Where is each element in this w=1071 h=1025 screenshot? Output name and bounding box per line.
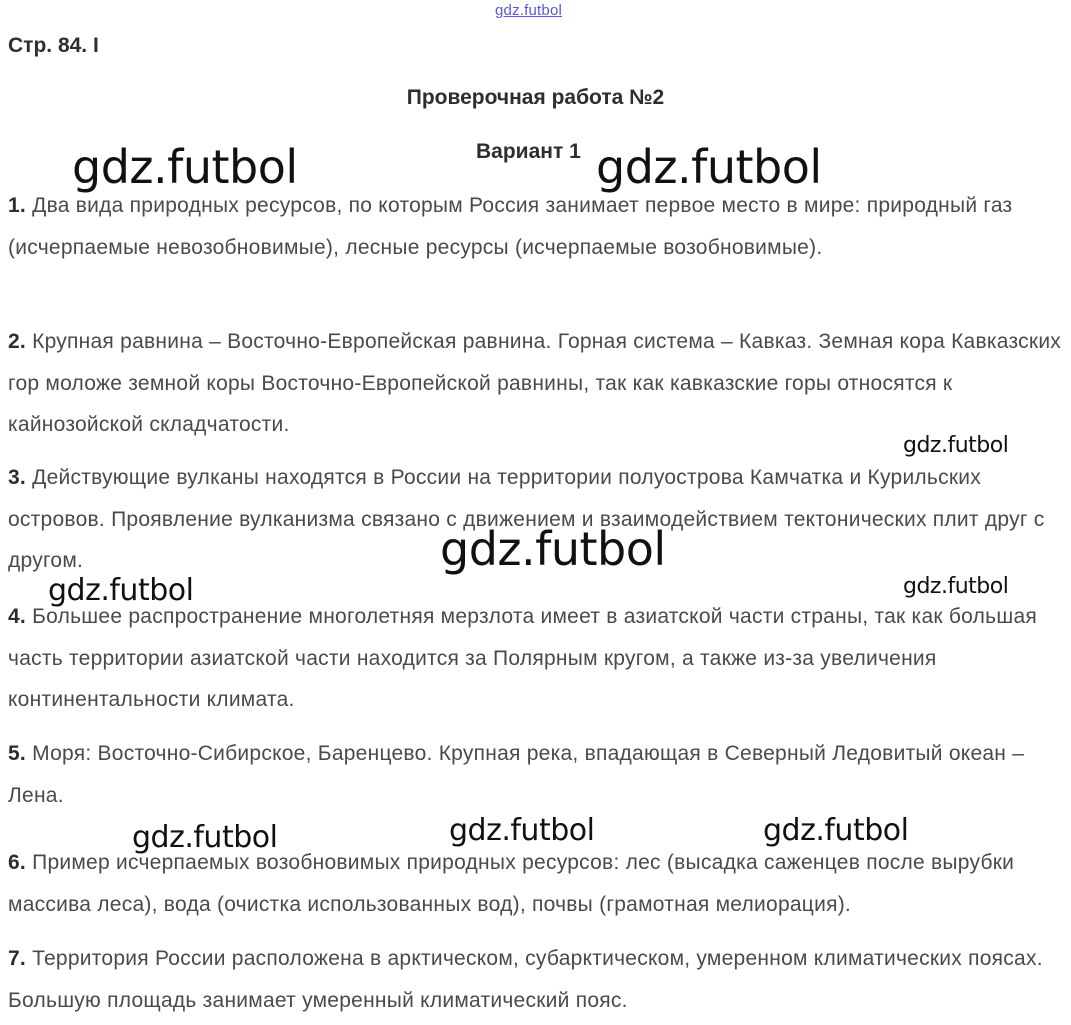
answer-number: 1.: [8, 194, 27, 217]
watermark: gdz.futbol: [72, 140, 298, 194]
watermark: gdz.futbol: [132, 820, 278, 855]
watermark: gdz.futbol: [596, 140, 822, 194]
answer-number: 5.: [8, 742, 27, 765]
variant-heading: Вариант 1: [476, 140, 581, 163]
watermark: gdz.futbol: [449, 813, 595, 848]
answer-number: 4.: [8, 605, 27, 628]
answer-text: Территория России расположена в арктическом, субарктическом, умеренном климатических поясах. Большую площадь занимает умеренный климатический пояс.: [8, 947, 1043, 1012]
page-title: Проверочная работа №2: [406, 86, 665, 109]
answer-2: [8, 321, 1068, 446]
answer-text: Пример исчерпаемых возобновимых природных ресурсов: лес (высадка саженцев после вырубки массива леса), вода (очистка использованных вод), почвы (грамотная мелиорация).: [8, 851, 1015, 916]
answer-7: [8, 938, 1068, 1021]
answer-number: 6.: [8, 851, 27, 874]
watermark: gdz.futbol: [903, 433, 1009, 458]
answer-text: Действующие вулканы находятся в России на территории полуострова Камчатка и Курильских островов. Проявление вулканизма связано с движением и взаимодействием тектонических плит друг с другом.: [8, 466, 1045, 572]
answer-text: Большее распространение многолетняя мерзлота имеет в азиатской части страны, так как большая часть территории азиатской части находится за Полярным кругом, а также из-за увеличения континентальности климата.: [8, 605, 1037, 711]
answer-text: Крупная равнина – Восточно-Европейская равнина. Горная система – Кавказ. Земная кора Кавказских гор моложе земной коры Восточно-Европейской равнины, так как кавказские горы относятся к кайнозойской складчатости.: [8, 330, 1062, 436]
watermark: gdz.futbol: [763, 813, 909, 848]
watermark: gdz.futbol: [903, 574, 1009, 599]
answer-number: 2.: [8, 330, 27, 353]
answer-text: Два вида природных ресурсов, по которым Россия занимает первое место в мире: природный газ (исчерпаемые невозобновимые), лесные ресурсы (исчерпаемые возобновимые).: [8, 194, 1013, 259]
answer-5: [8, 733, 1068, 816]
watermark: gdz.futbol: [48, 573, 194, 608]
watermark: gdz.futbol: [440, 522, 666, 576]
top-watermark-link[interactable]: gdz.futbol: [495, 2, 563, 19]
answer-4: [8, 596, 1068, 721]
answer-1: [8, 185, 1068, 268]
answer-number: 3.: [8, 466, 27, 489]
answer-text: Моря: Восточно-Сибирское, Баренцево. Крупная река, впадающая в Северный Ледовитый океан – Лена.: [8, 742, 1025, 807]
page-reference: Стр. 84. I: [8, 34, 99, 57]
answer-number: 7.: [8, 947, 27, 970]
